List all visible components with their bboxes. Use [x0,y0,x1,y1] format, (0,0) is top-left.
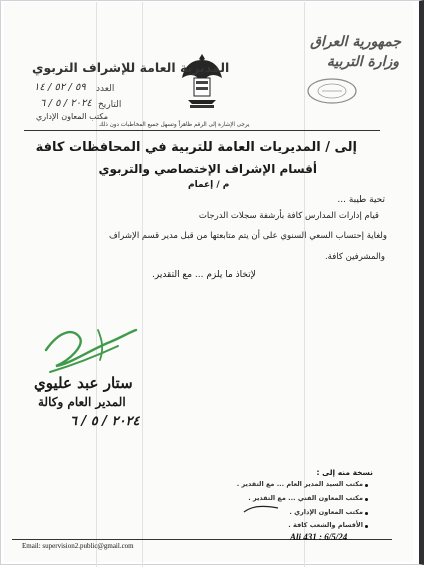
recipients-line1: إلى / المديريات العامة للتربية في المحافظات كافة [35,140,357,155]
bullet-icon [365,512,368,515]
subject: م / إعمام [188,180,230,190]
number-label: العدد [96,84,115,94]
body-line3: والمشرفين كافة. [324,252,385,262]
reference-note: يرجى الإشارة إلى الرقم ظاهراً وتسهل جميع المخاطبات دون ذلك [99,122,250,128]
scan-artifact [142,2,143,567]
copy-to-item: مكتب المعاون الفني ... مع التقدير . [248,494,363,502]
body-line2: ولغاية إحتساب السعي السنوي على أن يتم متابعتها من قبل مدير قسم الإشراف [108,231,387,241]
ministry-country: جمهورية العراق [310,34,401,50]
document-page [4,2,413,562]
greeting: تحية طيبة ... [337,195,385,205]
date-label: التاريخ [98,100,122,110]
signature-scribble-icon [40,320,140,382]
copy-to-item: مكتب المعاون الإداري . [289,508,363,516]
ministry-seal-icon [304,76,360,106]
ministry-name: وزارة التربية [326,54,399,70]
signature-date: ٢٠٢٤ / ٥ / ٦ [70,414,140,429]
signatory-name: ستار عبد عليوي [34,374,133,392]
bullet-icon [365,498,368,501]
bullet-icon [365,484,368,487]
copy-to-item: الأقسام والشعب كافة . [288,521,363,529]
footer-reference: Ali 431 : 6/5/24 [290,532,348,542]
closing-line: لإتخاذ ما يلزم ... مع التقدير. [152,270,256,280]
recipients-line2: أقسام الإشراف الإختصاصي والتربوي [98,162,317,176]
copy-to-item: مكتب السيد المدير العام ... مع التقدير . [236,480,363,488]
body-line1: قيام إدارات المدارس كافة بأرشفة سجلات الدرجات [198,211,379,221]
number-value: ٥٩ / ٥٢ / ١٤ [34,82,86,93]
directorate-title: المديرية العامة للإشراف التربوي [32,60,230,75]
footer-email: Email: supervision2.public@gmail.com [22,542,134,550]
header-divider [24,130,380,131]
date-value: ٢٠٢٤ / ٥ / ٦ [40,98,92,109]
copy-to-heading: نسخة منه إلى : [316,468,373,477]
signatory-title: المدير العام وكالة [38,395,126,409]
office-name: مكتب المعاون الإداري [36,112,109,121]
bullet-icon [365,525,368,528]
initial-mark-icon [242,502,282,516]
